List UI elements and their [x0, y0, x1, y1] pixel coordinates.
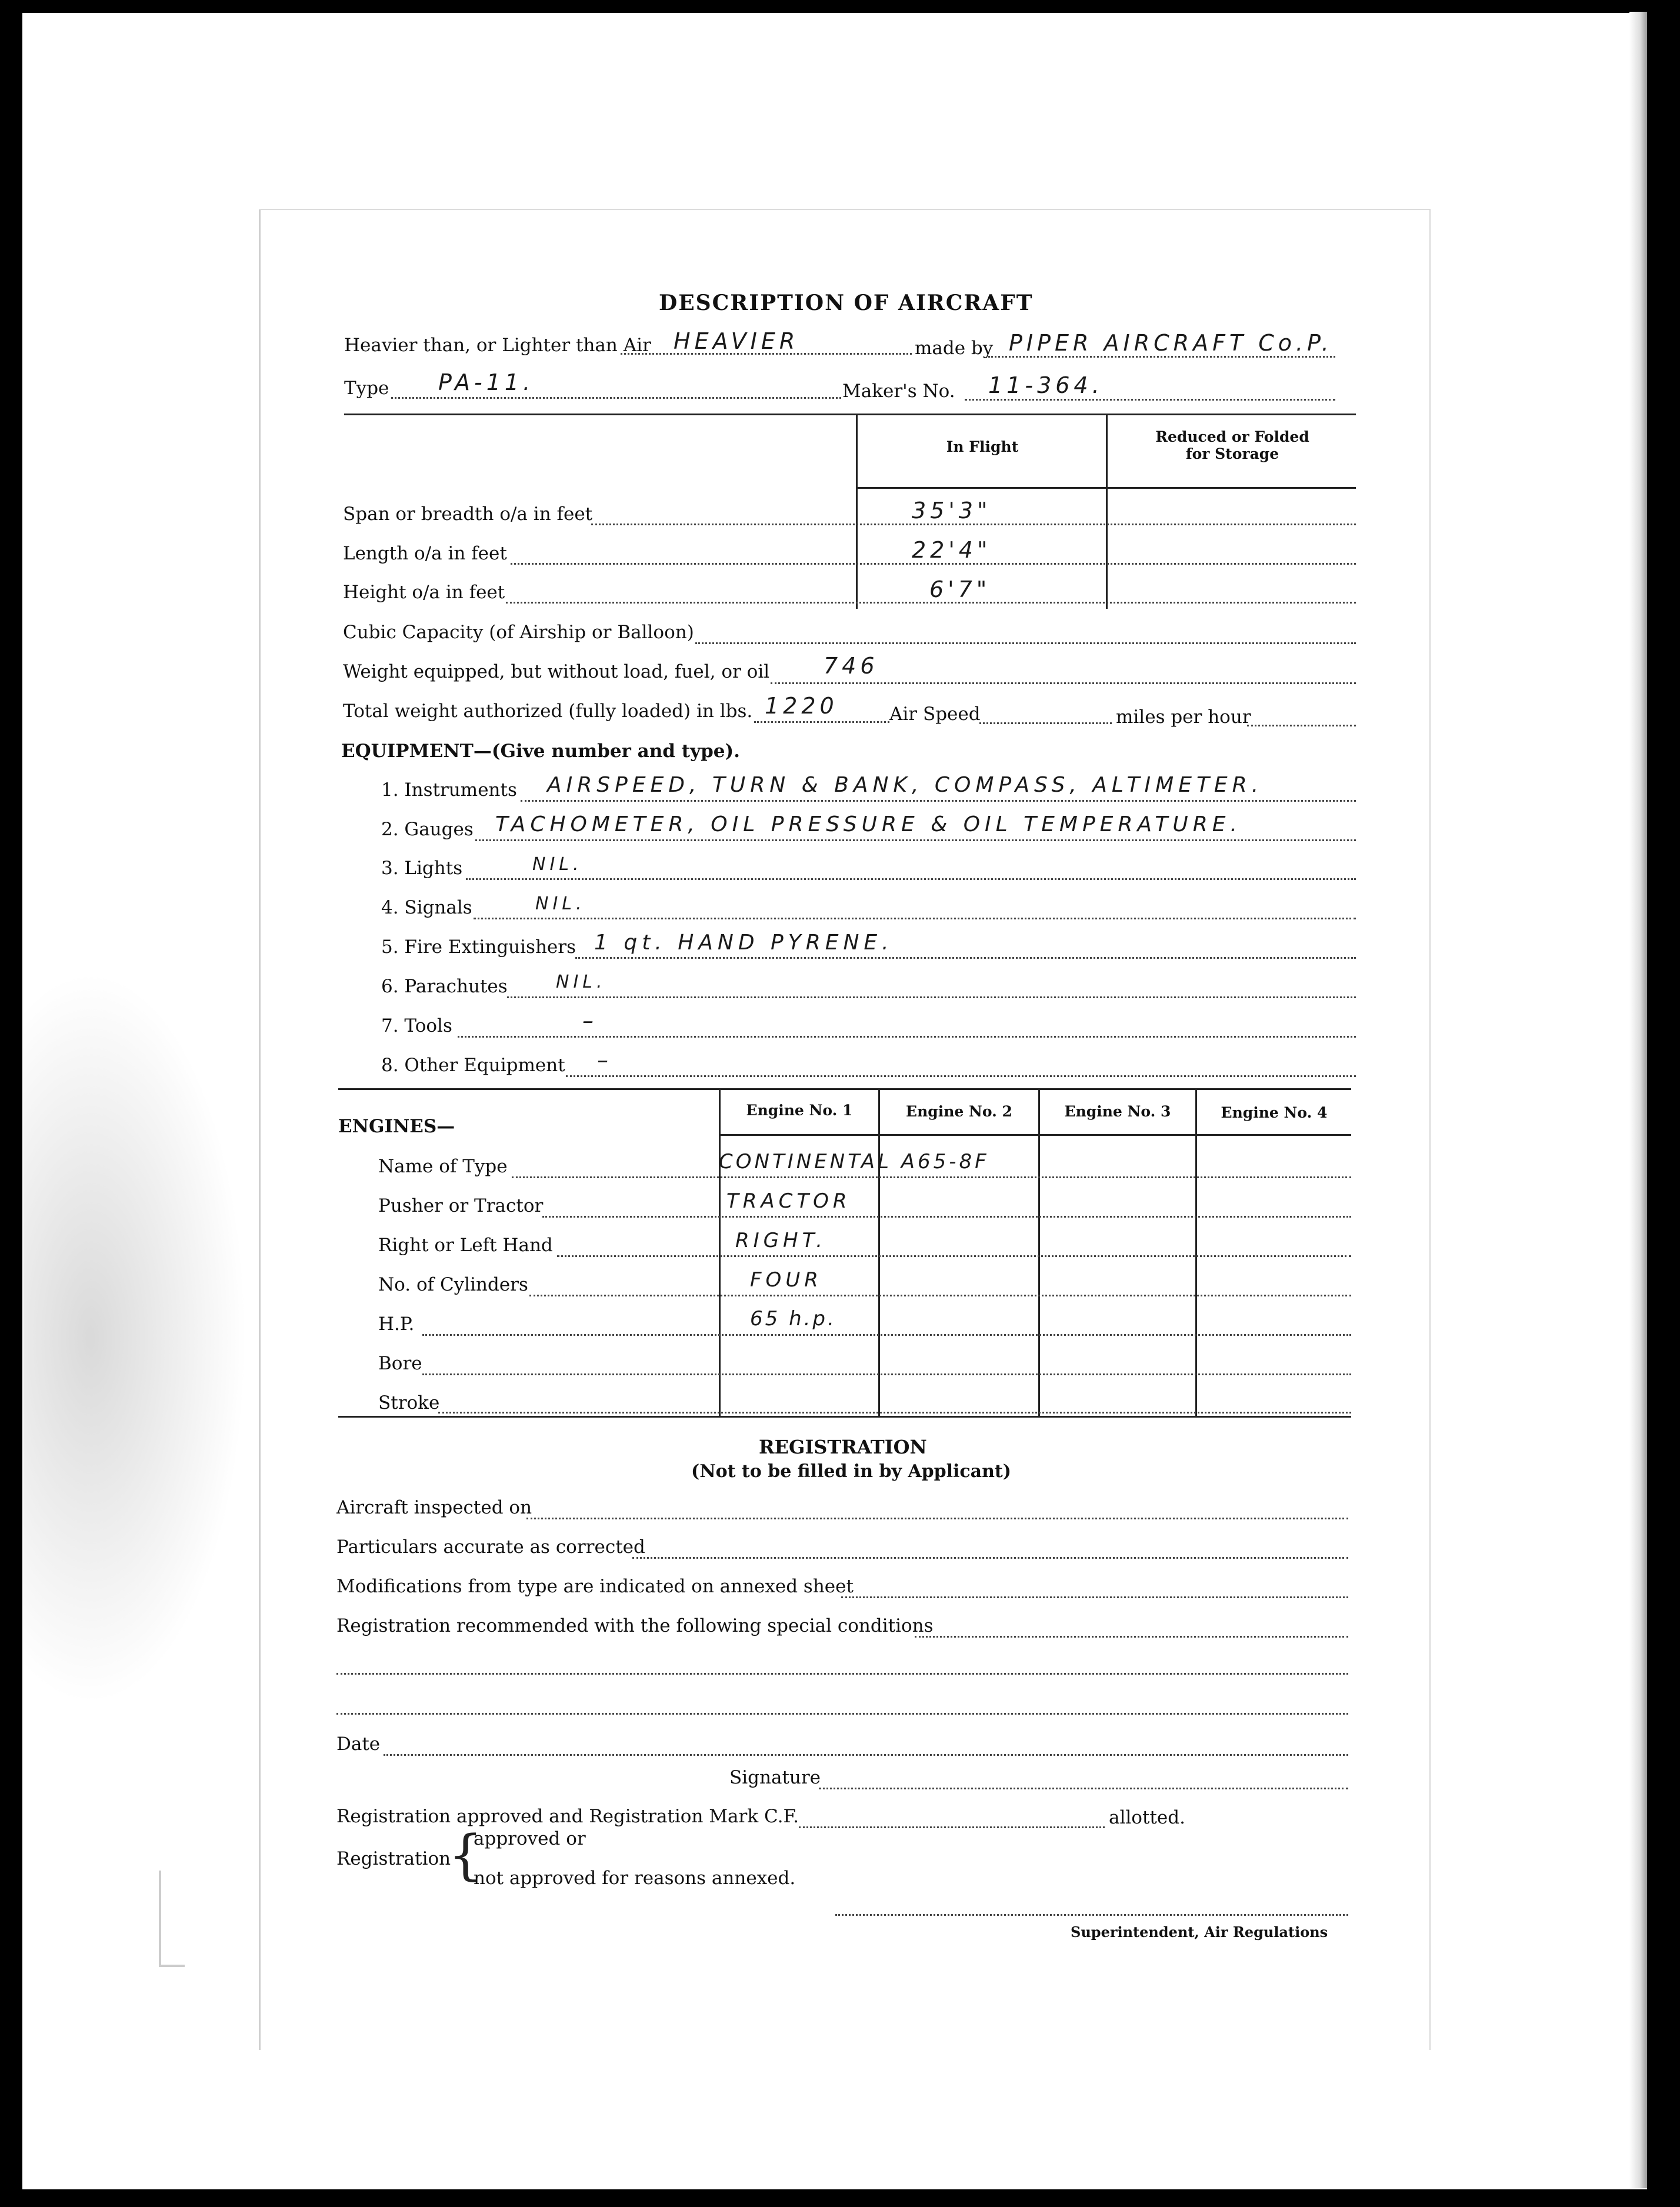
engine-1-name-type[interactable]: CONTINENTAL A65-8F — [719, 1150, 989, 1173]
scan-border-left — [0, 0, 22, 2207]
dimensions-table-top-rule — [344, 414, 1356, 415]
type-label: Type — [344, 378, 389, 399]
superintendent-label: Superintendent, Air Regulations — [1071, 1923, 1328, 1941]
conditions-line-2 — [336, 1713, 1348, 1715]
engine-name-type-label: Name of Type — [378, 1156, 508, 1177]
weight-equipped-line — [771, 682, 1356, 684]
instruments-line — [521, 800, 1356, 802]
cubic-capacity-label: Cubic Capacity (of Airship or Balloon) — [343, 622, 694, 643]
weight-equipped-label: Weight equipped, but without load, fuel, or oil — [343, 661, 770, 682]
modifications-label: Modifications from type are indicated on annexed sheet — [336, 1576, 854, 1597]
fire-extinguishers-value[interactable]: 1 qt. HAND PYRENE. — [594, 931, 894, 955]
engine-col-3: Engine No. 3 — [1064, 1103, 1171, 1120]
registration-subheading: (Not to be filled in by Applicant) — [691, 1461, 1011, 1482]
tools-line — [458, 1036, 1356, 1038]
gauges-line — [475, 839, 1356, 841]
registration-heading: REGISTRATION — [759, 1436, 927, 1458]
conditions-line-1 — [336, 1673, 1348, 1675]
engines-table-top-rule — [338, 1088, 1351, 1090]
height-label: Height o/a in feet — [343, 582, 505, 603]
registration-status-label: Registration — [336, 1848, 451, 1869]
signature-line — [819, 1788, 1348, 1789]
makers-no-value[interactable]: 11-364. — [988, 372, 1104, 398]
approved-or-text: approved or — [474, 1828, 586, 1849]
parachutes-line — [507, 996, 1356, 998]
date-line — [384, 1754, 1348, 1756]
air-speed-line — [979, 722, 1112, 724]
dimensions-table-divider-1 — [856, 415, 858, 609]
lights-value[interactable]: NIL. — [532, 854, 583, 875]
instruments-label: 1. Instruments — [381, 779, 517, 801]
tools-value[interactable]: – — [582, 1008, 598, 1034]
air-speed-label: Air Speed — [889, 704, 981, 725]
span-line — [591, 524, 1356, 525]
sheet-edge-left — [259, 209, 261, 2050]
makers-no-label: Maker's No. — [842, 381, 955, 402]
lights-line — [466, 878, 1356, 880]
scan-border-right — [1647, 0, 1680, 2207]
mph-label: miles per hour — [1116, 706, 1251, 728]
engine-1-hp[interactable]: 65 h.p. — [750, 1307, 836, 1331]
instruments-value[interactable]: AIRSPEED, TURN & BANK, COMPASS, ALTIMETER. — [547, 773, 1264, 797]
recommended-line — [915, 1636, 1348, 1638]
stroke-label: Stroke — [378, 1392, 440, 1413]
cylinders-label: No. of Cylinders — [378, 1274, 528, 1295]
cubic-capacity-line — [695, 642, 1356, 644]
gauges-label: 2. Gauges — [381, 819, 474, 840]
signature-label: Signature — [729, 1767, 821, 1788]
scan-shadow-right — [1629, 12, 1647, 2188]
length-line — [511, 563, 1356, 565]
parachutes-label: 6. Parachutes — [381, 976, 508, 997]
right-left-hand-label: Right or Left Hand — [378, 1235, 553, 1256]
engines-heading: ENGINES— — [338, 1116, 455, 1137]
fire-extinguishers-label: 5. Fire Extinguishers — [381, 936, 576, 958]
engine-col-1: Engine No. 1 — [746, 1102, 853, 1119]
span-label: Span or breadth o/a in feet — [343, 504, 593, 525]
approved-mark-label: Registration approved and Registration Mark C.F. — [336, 1806, 799, 1827]
bore-label: Bore — [378, 1353, 422, 1374]
hp-line — [422, 1334, 1351, 1336]
pusher-tractor-line — [542, 1216, 1351, 1218]
recommended-label: Registration recommended with the following special conditions — [336, 1615, 934, 1636]
type-line — [391, 397, 841, 399]
signals-line — [474, 918, 1356, 919]
length-label: Length o/a in feet — [343, 543, 507, 564]
tools-label: 7. Tools — [381, 1015, 452, 1036]
engine-name-type-line — [512, 1176, 1351, 1178]
accurate-line — [632, 1557, 1348, 1559]
heavier-lighter-value[interactable]: HEAVIER — [674, 328, 799, 354]
heavier-lighter-label: Heavier than, or Lighter than Air — [344, 335, 651, 356]
dimensions-table-header-rule — [856, 487, 1356, 489]
made-by-line — [988, 356, 1335, 358]
signals-value[interactable]: NIL. — [535, 894, 586, 914]
superintendent-signature-line — [835, 1914, 1348, 1916]
engines-table-bottom-rule — [338, 1416, 1351, 1418]
engines-header-rule — [719, 1134, 1351, 1136]
other-equipment-line — [566, 1075, 1356, 1077]
bore-line — [422, 1373, 1351, 1375]
weight-equipped-value[interactable]: 746 — [824, 653, 879, 679]
parachutes-value[interactable]: NIL. — [556, 972, 606, 992]
made-by-value[interactable]: PIPER AIRCRAFT Co.P. — [1009, 330, 1333, 356]
equipment-heading: EQUIPMENT—(Give number and type). — [341, 741, 740, 762]
engines-col-divider-1 — [719, 1089, 721, 1416]
brace: { — [448, 1823, 483, 1886]
date-label: Date — [336, 1733, 381, 1755]
not-approved-text: not approved for reasons annexed. — [474, 1868, 796, 1889]
other-equipment-value[interactable]: – — [597, 1047, 612, 1073]
dimensions-table-divider-2 — [1106, 415, 1108, 609]
allotted-label: allotted. — [1109, 1807, 1185, 1828]
span-in-flight[interactable]: 35'3" — [912, 498, 992, 524]
engines-col-divider-2 — [878, 1089, 880, 1416]
scan-border-top — [0, 0, 1680, 13]
form-title: DESCRIPTION OF AIRCRAFT — [659, 291, 1034, 315]
total-weight-value[interactable]: 1220 — [765, 693, 838, 719]
length-in-flight[interactable]: 22'4" — [912, 537, 992, 563]
right-left-hand-line — [557, 1255, 1351, 1257]
made-by-label: made by — [915, 338, 994, 359]
engine-col-4: Engine No. 4 — [1221, 1104, 1328, 1121]
makers-no-line — [965, 399, 1335, 401]
engine-1-right-left-hand[interactable]: RIGHT. — [735, 1229, 827, 1252]
pusher-tractor-label: Pusher or Tractor — [378, 1195, 544, 1216]
type-value[interactable]: PA-11. — [438, 369, 535, 395]
mark-line — [799, 1826, 1105, 1828]
sheet-edge-right — [1429, 209, 1431, 2050]
mph-line — [1247, 725, 1356, 726]
engines-col-divider-4 — [1195, 1089, 1197, 1416]
cylinders-line — [529, 1295, 1351, 1296]
total-weight-line — [754, 721, 889, 723]
accurate-label: Particulars accurate as corrected — [336, 1536, 645, 1558]
hp-label: H.P. — [378, 1313, 415, 1335]
modifications-line — [841, 1596, 1348, 1598]
col-reduced-line2: for Storage — [1185, 445, 1279, 462]
fire-extinguishers-line — [575, 957, 1356, 959]
engine-1-pusher-tractor[interactable]: TRACTOR — [726, 1189, 851, 1213]
sheet-edge-top — [259, 209, 1429, 210]
other-equipment-label: 8. Other Equipment — [381, 1055, 565, 1076]
height-in-flight[interactable]: 6'7" — [929, 576, 991, 602]
scan-smudge — [24, 971, 247, 1706]
engine-col-2: Engine No. 2 — [906, 1103, 1012, 1120]
total-weight-label: Total weight authorized (fully loaded) in lbs. — [343, 701, 753, 722]
inspected-label: Aircraft inspected on — [336, 1497, 532, 1518]
col-reduced-line1: Reduced or Folded — [1155, 428, 1309, 445]
corner-mark — [159, 1871, 185, 1967]
engine-1-cylinders[interactable]: FOUR — [750, 1268, 822, 1292]
stroke-line — [438, 1412, 1351, 1413]
inspected-line — [526, 1518, 1348, 1519]
col-in-flight: In Flight — [946, 438, 1019, 455]
scan-border-bottom — [0, 2189, 1680, 2207]
lights-label: 3. Lights — [381, 858, 463, 879]
engines-col-divider-3 — [1038, 1089, 1040, 1416]
signals-label: 4. Signals — [381, 897, 472, 918]
gauges-value[interactable]: TACHOMETER, OIL PRESSURE & OIL TEMPERATURE. — [495, 812, 1242, 836]
